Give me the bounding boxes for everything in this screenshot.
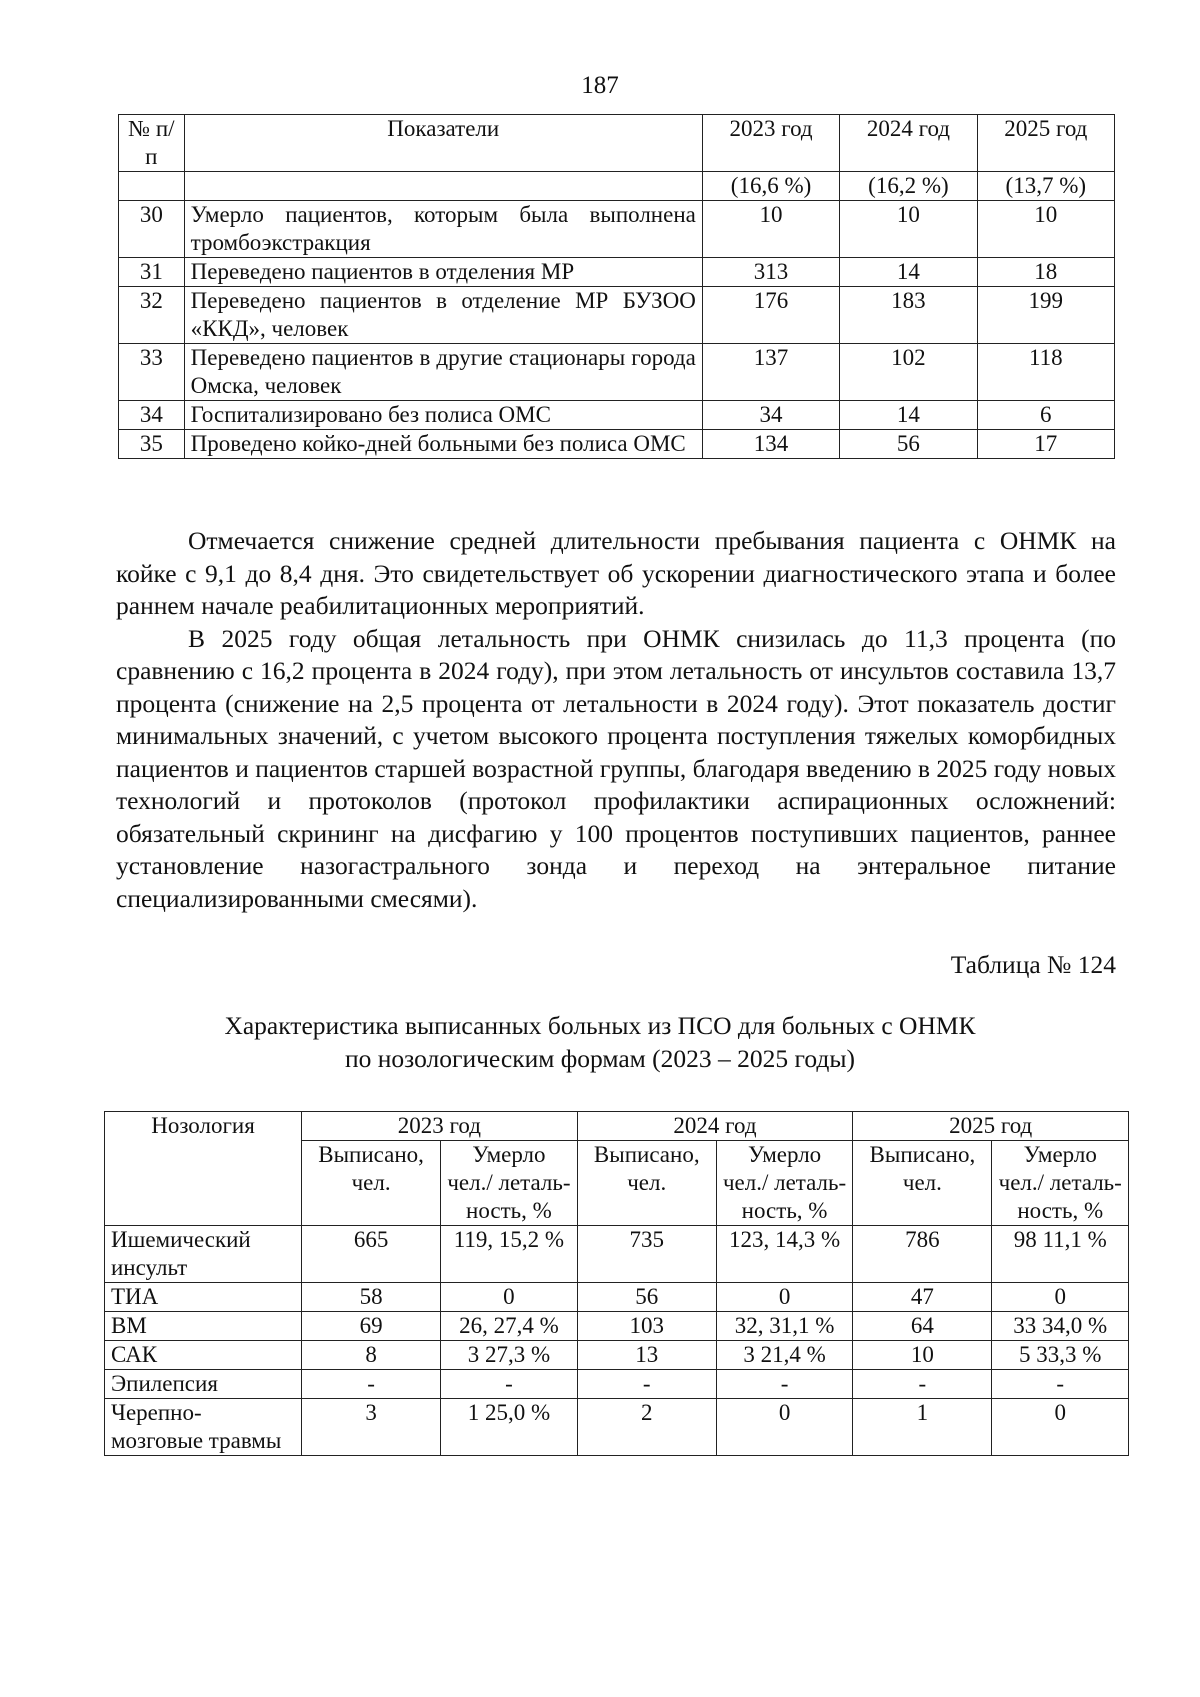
table-row [119, 401, 1115, 430]
row-value-2023: 10 [702, 201, 839, 258]
row-value-2023: 34 [702, 401, 839, 430]
table-cell: (13,7 %) [977, 172, 1114, 201]
header-discharged: Выписано, чел. [302, 1141, 441, 1226]
table-cell [119, 172, 185, 201]
row-value-2024: 10 [840, 201, 977, 258]
table-row [119, 430, 1115, 459]
row-indicator: Переведено пациентов в другие стационары города Омска, человек [184, 344, 702, 401]
row-died-2025: 33 34,0 % [992, 1312, 1129, 1341]
header-year-2025: 2025 год [853, 1112, 1129, 1141]
row-indicator: Переведено пациентов в отделения МР [184, 258, 702, 287]
row-died-2025: 5 33,3 % [992, 1341, 1129, 1370]
row-value-2023: 134 [702, 430, 839, 459]
table-row [105, 1341, 1129, 1370]
table-row [119, 258, 1115, 287]
row-num: 33 [119, 344, 185, 401]
header-num: № п/п [119, 115, 185, 172]
row-died-2023: 119, 15,2 % [441, 1226, 577, 1283]
row-died-2023: - [441, 1370, 577, 1399]
row-died-2024: 123, 14,3 % [716, 1226, 852, 1283]
table-title-line: Характеристика выписанных больных из ПСО для больных с ОНМК [224, 1011, 976, 1040]
row-nosology: САК [105, 1341, 302, 1370]
row-discharged-2024: 13 [577, 1341, 716, 1370]
table-row [119, 172, 1115, 201]
table-row [105, 1370, 1129, 1399]
row-discharged-2024: 56 [577, 1283, 716, 1312]
header-indicator: Показатели [184, 115, 702, 172]
row-died-2024: - [716, 1370, 852, 1399]
row-value-2024: 14 [840, 258, 977, 287]
header-died: Умерло чел./ леталь- ность, % [441, 1141, 577, 1226]
table-cell: (16,6 %) [702, 172, 839, 201]
row-discharged-2023: 8 [302, 1341, 441, 1370]
table-row [105, 1283, 1129, 1312]
row-value-2024: 14 [840, 401, 977, 430]
row-value-2025: 18 [977, 258, 1114, 287]
row-died-2024: 0 [716, 1399, 852, 1456]
table-row [105, 1312, 1129, 1341]
row-value-2025: 6 [977, 401, 1114, 430]
row-num: 31 [119, 258, 185, 287]
row-num: 35 [119, 430, 185, 459]
row-died-2025: - [992, 1370, 1129, 1399]
row-value-2023: 137 [702, 344, 839, 401]
row-value-2025: 118 [977, 344, 1114, 401]
table-title [0, 1010, 1200, 1075]
table-header-row [105, 1112, 1129, 1141]
row-indicator: Проведено койко-дней больными без полиса ОМС [184, 430, 702, 459]
row-discharged-2024: - [577, 1370, 716, 1399]
header-year-2025: 2025 год [977, 115, 1114, 172]
row-discharged-2023: - [302, 1370, 441, 1399]
row-nosology: ВМ [105, 1312, 302, 1341]
row-value-2024: 56 [840, 430, 977, 459]
row-discharged-2023: 3 [302, 1399, 441, 1456]
row-discharged-2025: 1 [853, 1399, 992, 1456]
row-discharged-2023: 69 [302, 1312, 441, 1341]
row-nosology: ТИА [105, 1283, 302, 1312]
row-died-2025: 98 11,1 % [992, 1226, 1129, 1283]
row-discharged-2025: 786 [853, 1226, 992, 1283]
row-died-2024: 0 [716, 1283, 852, 1312]
row-discharged-2024: 2 [577, 1399, 716, 1456]
row-discharged-2024: 103 [577, 1312, 716, 1341]
header-discharged: Выписано, чел. [853, 1141, 992, 1226]
header-year-2023: 2023 год [302, 1112, 578, 1141]
row-value-2025: 10 [977, 201, 1114, 258]
row-died-2025: 0 [992, 1283, 1129, 1312]
row-died-2023: 26, 27,4 % [441, 1312, 577, 1341]
table-number-label: Таблица № 124 [950, 950, 1116, 979]
row-nosology: Эпилепсия [105, 1370, 302, 1399]
row-discharged-2025: 64 [853, 1312, 992, 1341]
row-value-2023: 176 [702, 287, 839, 344]
table-row [105, 1399, 1129, 1456]
row-indicator: Умерло пациентов, которым была выполнена тромбоэкстракция [184, 201, 702, 258]
header-nosology: Нозология [105, 1112, 302, 1226]
row-indicator: Переведено пациентов в отделение МР БУЗОО «ККД», человек [184, 287, 702, 344]
row-died-2023: 3 27,3 % [441, 1341, 577, 1370]
row-value-2024: 102 [840, 344, 977, 401]
indicators-table [118, 114, 1115, 459]
table-row [105, 1226, 1129, 1283]
header-year-2023: 2023 год [702, 115, 839, 172]
row-discharged-2024: 735 [577, 1226, 716, 1283]
row-died-2025: 0 [992, 1399, 1129, 1456]
row-discharged-2023: 58 [302, 1283, 441, 1312]
row-num: 34 [119, 401, 185, 430]
row-value-2024: 183 [840, 287, 977, 344]
header-discharged: Выписано, чел. [577, 1141, 716, 1226]
page-number: 187 [581, 72, 619, 99]
row-nosology: Ишемический инсульт [105, 1226, 302, 1283]
table-cell: (16,2 %) [840, 172, 977, 201]
header-died: Умерло чел./ леталь- ность, % [992, 1141, 1129, 1226]
table-row [119, 344, 1115, 401]
body-text [116, 525, 1116, 915]
header-died: Умерло чел./ леталь- ность, % [716, 1141, 852, 1226]
row-discharged-2025: 10 [853, 1341, 992, 1370]
row-discharged-2025: 47 [853, 1283, 992, 1312]
row-died-2024: 3 21,4 % [716, 1341, 852, 1370]
header-year-2024: 2024 год [840, 115, 977, 172]
nosology-table [104, 1111, 1129, 1456]
row-num: 32 [119, 287, 185, 344]
table-header-row [119, 115, 1115, 172]
row-died-2024: 32, 31,1 % [716, 1312, 852, 1341]
row-value-2025: 17 [977, 430, 1114, 459]
row-died-2023: 1 25,0 % [441, 1399, 577, 1456]
row-value-2023: 313 [702, 258, 839, 287]
row-nosology: Черепно- мозговые травмы [105, 1399, 302, 1456]
table-row [119, 287, 1115, 344]
table-cell [184, 172, 702, 201]
row-indicator: Госпитализировано без полиса ОМС [184, 401, 702, 430]
row-num: 30 [119, 201, 185, 258]
table-title-line: по нозологическим формам (2023 – 2025 годы) [345, 1043, 855, 1073]
paragraph: В 2025 году общая летальность при ОНМК снизилась до 11,3 процента (по сравнению с 16,2 процента в 2024 году), при этом летальность от инсультов составила 13,7 процента (снижение на 2,5 процента от летальности в 2024 году). Этот показатель достиг минимальных значений, с учетом высокого процента поступления тяжелых коморбидных пациентов и пациентов старшей возрастной группы, благодаря введению в 2025 году новых технологий и протоколов (протокол профилактики аспирационных осложнений: обязательный скрининг на дисфагию у 100 процентов поступивших пациентов, раннее установление назогастрального зонда и переход на энтеральное питание специализированными смесями). [116, 623, 1117, 913]
row-died-2023: 0 [441, 1283, 577, 1312]
table-row [119, 201, 1115, 258]
paragraph: Отмечается снижение средней длительности пребывания пациента с ОНМК на койке с 9,1 до 8,4 дня. Это свидетельствует об ускорении диагностического этапа и более раннем начале реабилитационных мероприятий. [116, 526, 1116, 620]
row-discharged-2025: - [853, 1370, 992, 1399]
header-year-2024: 2024 год [577, 1112, 853, 1141]
row-value-2025: 199 [977, 287, 1114, 344]
row-discharged-2023: 665 [302, 1226, 441, 1283]
